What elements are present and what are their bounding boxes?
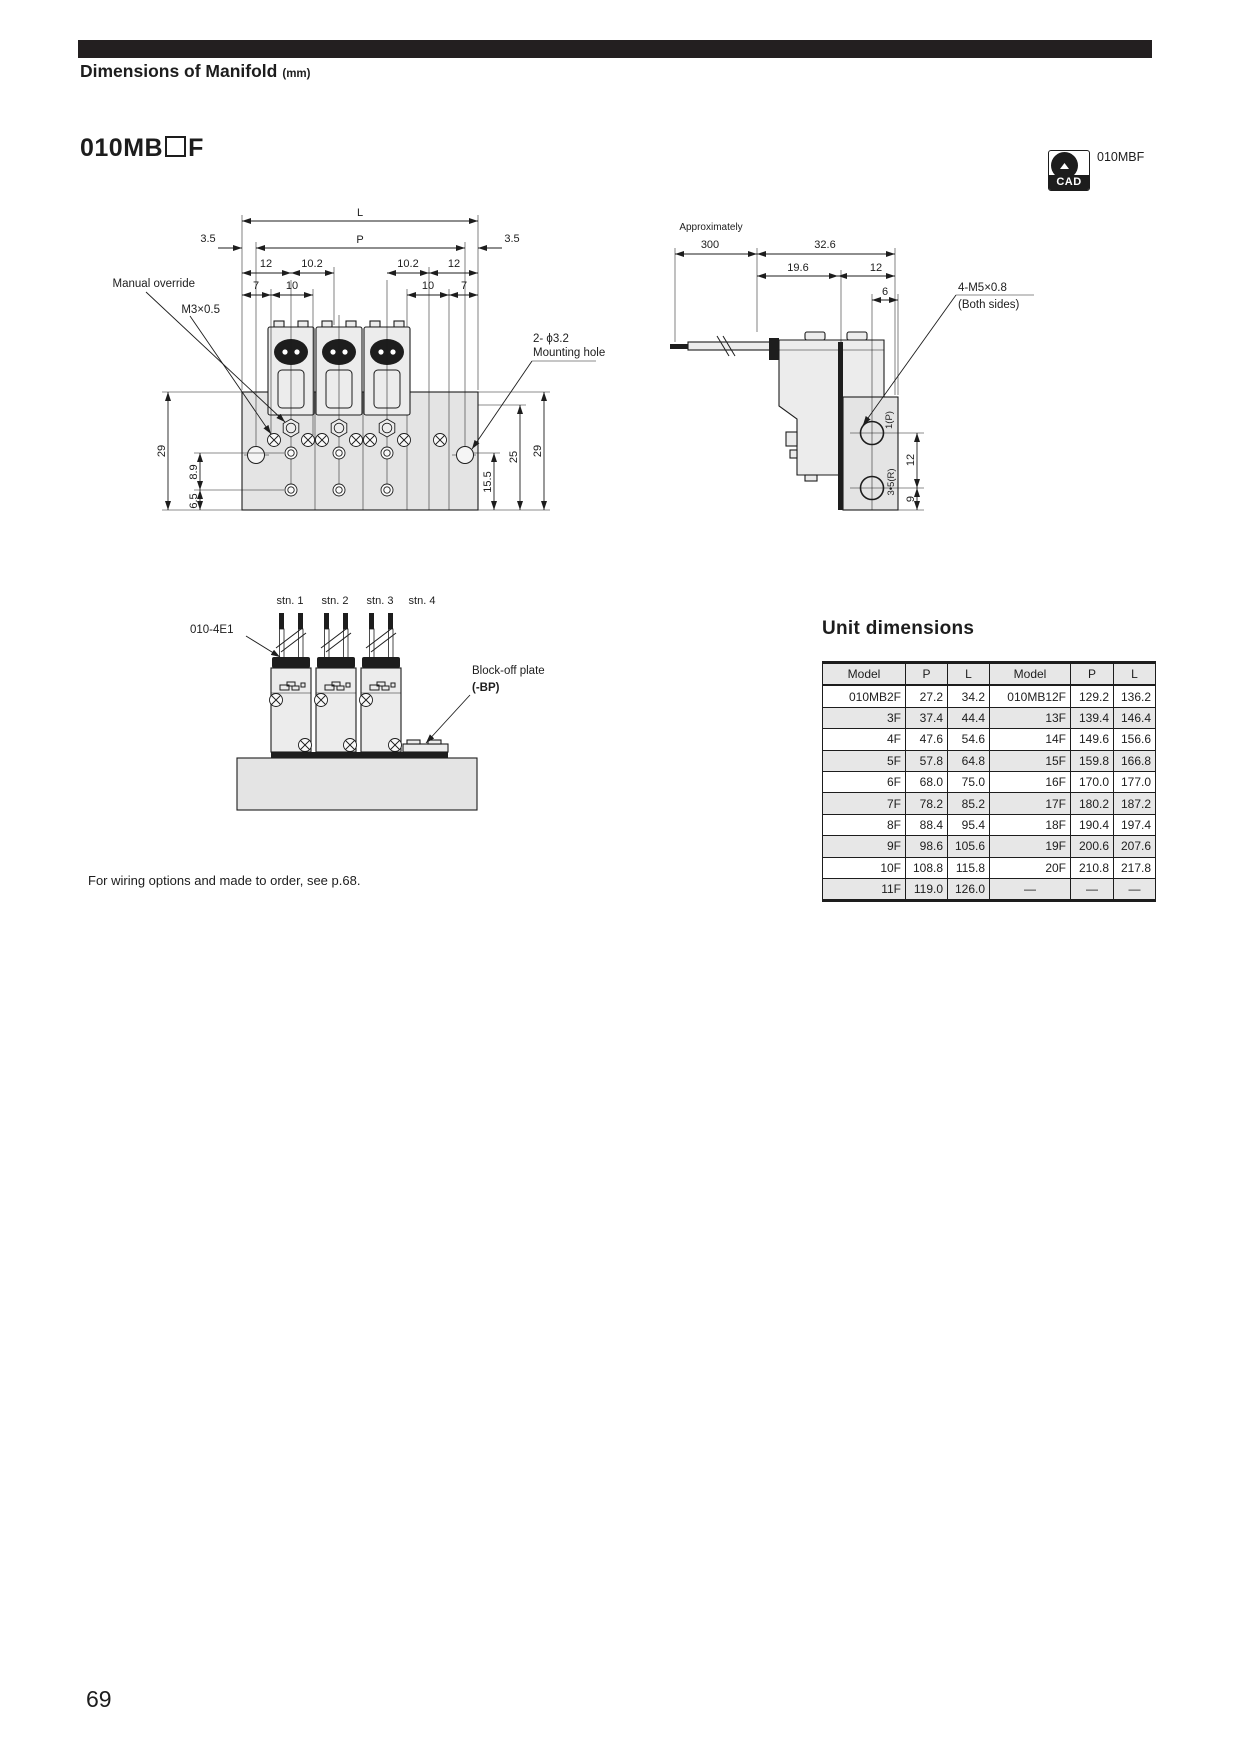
table-row: 4F 47.6 54.6 14F 149.6 156.6 xyxy=(823,729,1156,750)
dim-label-6-5: 6.5 xyxy=(188,493,200,509)
model-title xyxy=(80,134,204,163)
dim-label-6: 6 xyxy=(881,286,889,298)
page-heading-unit: (mm) xyxy=(282,68,311,80)
label-block-off-option: (-BP) xyxy=(472,682,500,694)
dim-label-L: L xyxy=(356,207,364,219)
dim-label-P: P xyxy=(356,234,364,246)
dim-label-12-horizontal: 12 xyxy=(869,262,883,274)
cad-icon xyxy=(1048,150,1090,191)
front-view-drawing xyxy=(88,185,608,525)
col-header-p-1: P xyxy=(906,663,948,686)
port-label-35R: 3•5(R) xyxy=(886,468,897,496)
dim-label-10-left: 10 xyxy=(285,280,299,292)
label-stn-3: stn. 3 xyxy=(366,595,394,607)
station-base-block xyxy=(237,758,477,810)
dim-label-19-6: 19.6 xyxy=(787,262,809,274)
label-mounting-hole-size: 2- ϕ3.2 xyxy=(533,333,569,345)
col-header-p-2: P xyxy=(1071,663,1114,686)
table-row: 9F 98.6 105.6 19F 200.6 207.6 xyxy=(823,836,1156,857)
col-header-l-2: L xyxy=(1114,663,1156,686)
dim-label-12-left: 12 xyxy=(259,258,273,270)
dim-label-7-left: 7 xyxy=(252,280,260,292)
station-view-drawing xyxy=(150,525,570,815)
dim-label-10-2-right: 10.2 xyxy=(397,258,419,270)
table-row: 7F 78.2 85.2 17F 180.2 187.2 xyxy=(823,793,1156,814)
col-header-model-2: Model xyxy=(990,663,1071,686)
model-title-prefix: 010MB xyxy=(80,134,164,162)
unit-dimensions-table xyxy=(822,661,1156,902)
dim-label-29-left: 29 xyxy=(156,444,168,458)
dim-label-32-6: 32.6 xyxy=(814,239,836,251)
model-option-box xyxy=(165,136,186,157)
page-heading-text: Dimensions of Manifold xyxy=(80,61,278,81)
page-heading xyxy=(80,61,311,82)
label-block-off-plate: Block-off plate xyxy=(472,665,545,677)
table-row: 11F 119.0 126.0 — — — xyxy=(823,878,1156,900)
dim-label-3-5-right: 3.5 xyxy=(504,233,520,245)
dim-label-10-right: 10 xyxy=(421,280,435,292)
cad-file-reference: 010MBF xyxy=(1097,150,1145,164)
label-stn-2: stn. 2 xyxy=(321,595,349,607)
top-black-bar xyxy=(78,40,1152,58)
side-view-drawing xyxy=(600,192,1040,522)
label-stn-4: stn. 4 xyxy=(408,595,436,607)
table-row: 6F 68.0 75.0 16F 170.0 177.0 xyxy=(823,771,1156,792)
mounting-hole-left xyxy=(248,447,265,464)
label-mounting-hole: Mounting hole xyxy=(533,347,606,359)
dim-label-approximately: Approximately xyxy=(679,222,743,233)
unit-dimensions-title: Unit dimensions xyxy=(822,618,975,639)
label-thread-m5: 4-M5×0.8 xyxy=(958,282,1007,294)
table-row: 10F 108.8 115.8 20F 210.8 217.8 xyxy=(823,857,1156,878)
label-thread-m3: M3×0.5 xyxy=(181,304,220,316)
cad-icon-label: CAD xyxy=(1049,175,1089,190)
block-off-plate xyxy=(403,740,448,752)
table-row: 3F 37.4 44.4 13F 139.4 146.4 xyxy=(823,707,1156,728)
label-valve-model: 010-4E1 xyxy=(190,624,234,636)
dim-label-12-right: 12 xyxy=(447,258,461,270)
dim-label-15-5: 15.5 xyxy=(482,471,494,493)
table-row: 8F 88.4 95.4 18F 190.4 197.4 xyxy=(823,814,1156,835)
dim-label-12-vertical: 12 xyxy=(905,453,917,467)
dim-label-7-right: 7 xyxy=(460,280,468,292)
station-valves xyxy=(270,613,402,752)
table-row: 5F 57.8 64.8 15F 159.8 166.8 xyxy=(823,750,1156,771)
model-title-suffix: F xyxy=(188,134,204,162)
dim-label-8-9: 8.9 xyxy=(188,464,200,480)
table-header-row xyxy=(823,663,1156,686)
dim-label-9: 9 xyxy=(905,495,917,503)
label-both-sides: (Both sides) xyxy=(958,299,1020,311)
label-manual-override: Manual override xyxy=(112,278,195,290)
footnote: For wiring options and made to order, see p.68. xyxy=(88,873,361,888)
mounting-hole-right xyxy=(457,447,474,464)
col-header-model-1: Model xyxy=(823,663,906,686)
dim-label-10-2-left: 10.2 xyxy=(301,258,323,270)
col-header-l-1: L xyxy=(948,663,990,686)
label-stn-1: stn. 1 xyxy=(276,595,304,607)
dim-label-300: 300 xyxy=(700,239,720,251)
dim-label-3-5-left: 3.5 xyxy=(200,233,216,245)
page-number: 69 xyxy=(86,1686,112,1712)
dim-label-25: 25 xyxy=(508,450,520,464)
table-row: 010MB2F 27.2 34.2 010MB12F 129.2 136.2 xyxy=(823,685,1156,707)
port-label-1P: 1(P) xyxy=(884,411,895,429)
dim-label-29-right: 29 xyxy=(532,444,544,458)
